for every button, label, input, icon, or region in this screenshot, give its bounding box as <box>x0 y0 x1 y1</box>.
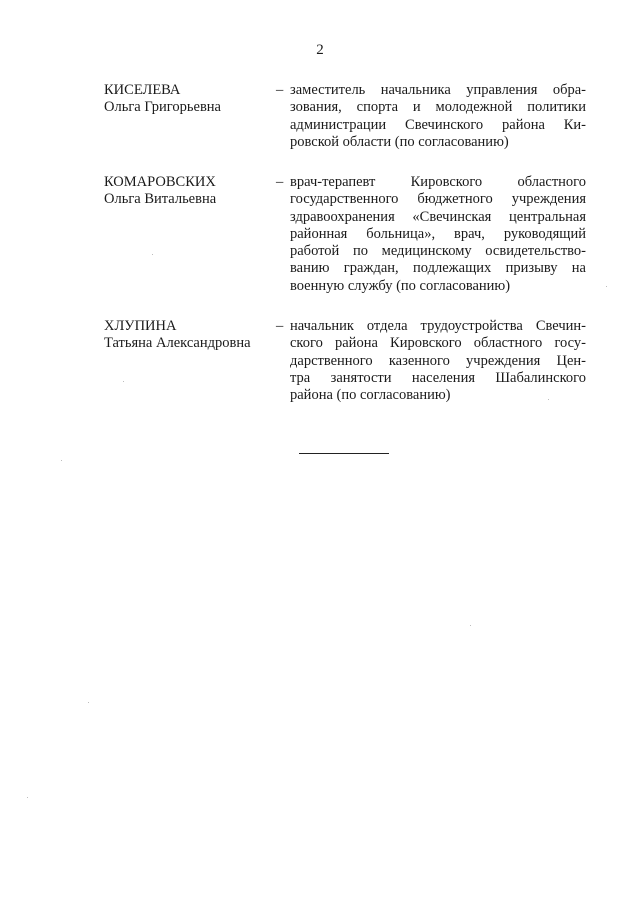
member-surname: ХЛУПИНА <box>104 318 177 334</box>
member-given-names: Татьяна Александровна <box>104 335 251 351</box>
scan-speck <box>152 254 153 255</box>
member-role <box>290 82 586 151</box>
role-line: дарственного казенного учреждения Цен- <box>290 352 586 369</box>
role-line: работой по медицинскому освидетельство- <box>290 243 586 260</box>
scan-speck <box>61 460 62 461</box>
page-number: 2 <box>316 42 324 58</box>
scan-speck <box>548 399 549 400</box>
scan-speck <box>27 797 28 798</box>
role-line: района (по согласованию) <box>290 387 451 404</box>
member-name <box>104 174 279 208</box>
member-surname: КОМАРОВСКИХ <box>104 174 216 190</box>
role-line: государственного бюджетного учреждения <box>290 191 586 208</box>
closing-rule <box>299 453 389 454</box>
scan-speck <box>470 625 471 626</box>
role-line: военную службу (по согласованию) <box>290 277 511 294</box>
dash-separator: – <box>276 318 284 334</box>
member-surname: КИСЕЛЕВА <box>104 82 181 98</box>
role-line: администрации Свечинского района Ки- <box>290 116 586 133</box>
member-given-names: Ольга Витальевна <box>104 191 217 207</box>
member-role <box>290 174 586 295</box>
role-line: ровской области (по согласованию) <box>290 133 509 150</box>
member-name <box>104 318 279 352</box>
dash-separator: – <box>276 82 284 98</box>
scan-speck <box>88 702 89 703</box>
member-role <box>290 318 586 404</box>
scan-speck <box>123 381 124 382</box>
role-line: ванию граждан, подлежащих призыву на <box>290 260 586 277</box>
role-line: районная больница», врач, руководящий <box>290 225 586 242</box>
member-name <box>104 82 279 116</box>
role-line: здравоохранения «Свечинская центральная <box>290 208 586 225</box>
role-line: тра занятости населения Шабалинского <box>290 369 586 386</box>
role-line: заместитель начальника управления обра- <box>290 82 586 98</box>
member-given-names: Ольга Григорьевна <box>104 99 221 115</box>
scan-speck <box>606 286 607 287</box>
role-line: врач-терапевт Кировского областного <box>290 174 586 190</box>
dash-separator: – <box>276 174 284 190</box>
role-line: ского района Кировского областного госу- <box>290 335 586 352</box>
role-line: начальник отдела трудоустройства Свечин- <box>290 318 586 334</box>
role-line: зования, спорта и молодежной политики <box>290 99 586 116</box>
